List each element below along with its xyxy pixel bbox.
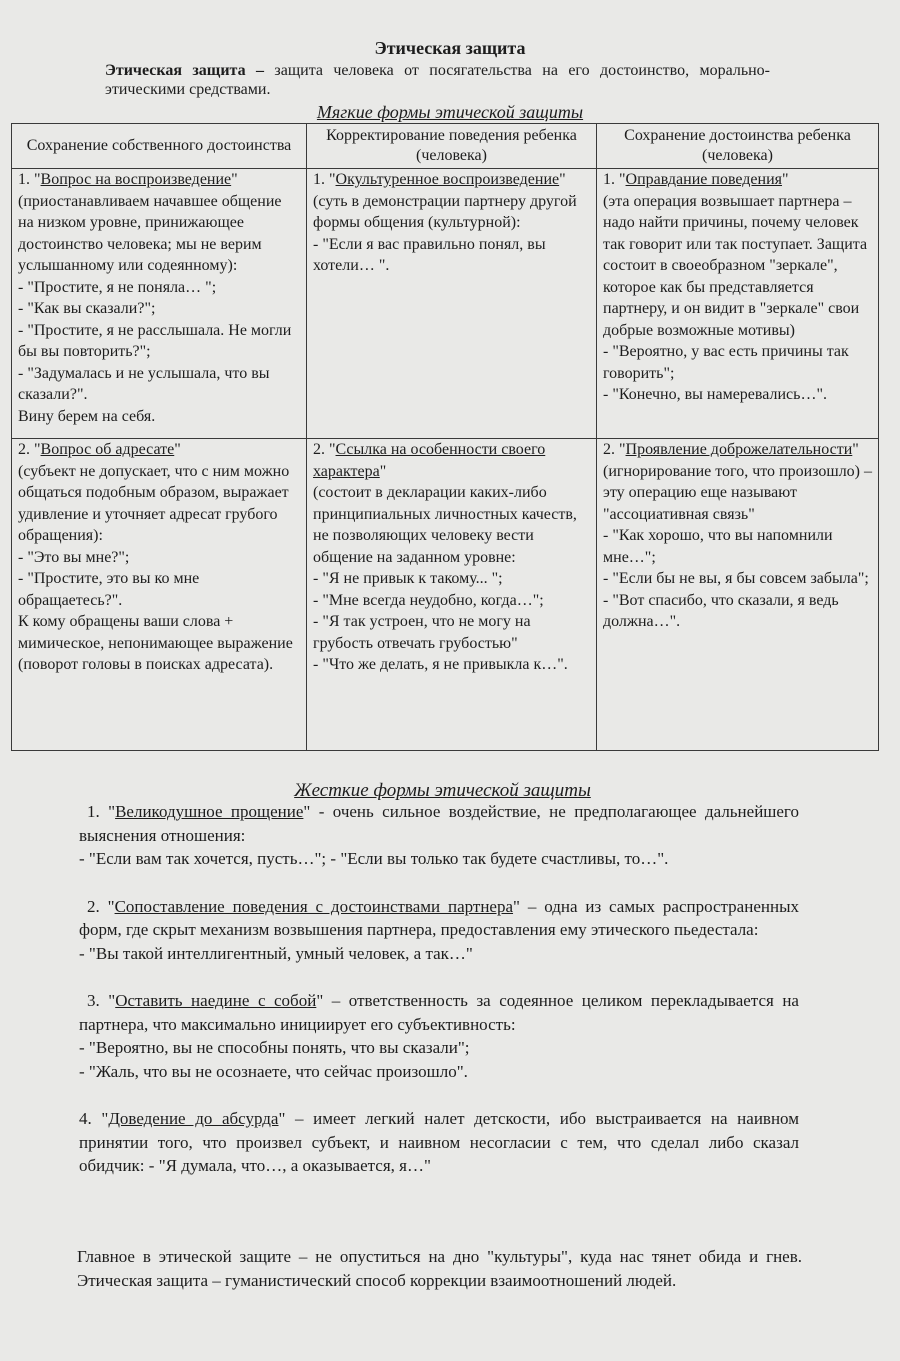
cell-line: (субъект не допускает, что с ним можно общаться подобным образом, выражает удивление и уточняет адресат грубого обращения): [18,462,290,544]
list-item [79,1107,799,1178]
cell-number: 2. " [313,441,336,458]
item-number: 2. " [87,896,115,916]
cell-line: - "Я так устроен, что не могу на грубость отвечать грубостью" [313,613,531,652]
table-cell [597,439,879,751]
item-term: Сопоставление поведения с достоинствами партнера [114,896,514,916]
definition-text: защита человека от посягательства на его достоинство, морально-этическими средствами. [105,62,771,98]
column-header: Корректирование поведения ребенка (человека) [307,124,597,169]
cell-number: 1. " [603,171,626,188]
cell-line: - "Простите, я не расслышала. Не могли бы вы повторить?"; [18,321,292,360]
list-item [79,989,799,1083]
list-item [79,800,799,871]
table-cell [307,169,597,439]
item-term: Доведение до абсурда [108,1109,279,1128]
cell-quote: " [231,171,238,188]
cell-quote: " [174,441,181,458]
cell-number: 1. " [18,171,41,188]
cell-quote: " [559,171,566,188]
cell-line: К кому обращены ваши слова + мимическое, непонимающее выражение (поворот головы в поисках адресата). [18,613,293,673]
cell-line: - "Простите, я не поняла… "; [18,278,217,296]
cell-title: Проявление доброжелательности [625,441,853,458]
cell-line: - "Конечно, вы намеревались…". [603,386,827,403]
definition-term: Этическая защита – [105,62,264,79]
item-number: 4. " [79,1109,109,1128]
item-example: - "Вероятно, вы не способны понять, что вы сказали"; [79,1038,470,1057]
cell-quote: " [782,171,789,188]
cell-line: - "Задумалась и не услышала, что вы сказали?". [18,364,270,403]
cell-number: 2. " [18,441,41,458]
item-example: - "Жаль, что вы не осознаете, что сейчас произошло". [79,1061,468,1081]
table-cell [307,439,597,751]
cell-title: Вопрос об адресате [40,441,175,458]
cell-line: - "Если бы не вы, я бы совсем забыла"; [603,570,869,587]
definition [105,61,770,99]
cell-line: Вину берем на себя. [18,407,156,425]
cell-line: (суть в демонстрации партнеру другой формы общения (культурной): [313,192,577,231]
item-description: " – имеет легкий налет детскости, ибо выстраивается на наивном принятии того, что произвел субъект, и наивном несогласии с тем, что сделал либо сказал обидчик: - "Я думала, что…, а оказывается, я…" [79,1109,799,1175]
cell-title: Вопрос на воспроизведение [40,171,232,188]
item-number: 3. " [87,991,116,1010]
soft-forms-table [11,123,879,751]
cell-quote: " [379,462,387,480]
cell-line: (приостанавливаем начавшее общение на низком уровне, принижающее достоинство человека; мы не верим услышанному или содеянному): [18,192,282,274]
cell-line: - "Как хорошо, что вы напомнили мне…"; [603,527,833,566]
table-row [12,439,879,751]
cell-line: - "Простите, это вы ко мне обращаетесь?". [18,570,200,609]
cell-quote: " [852,441,859,458]
hard-forms-list [79,800,799,1202]
column-header: Сохранение собственного достоинства [12,124,307,169]
conclusion-paragraph: Главное в этической защите – не опуститься на дно "культуры", куда нас тянет обида и гнев. Этическая защита – гуманистический способ коррекции взаимоотношений людей. [77,1247,802,1290]
cell-line: (эта операция возвышает партнера – надо найти причины, почему человек так говорит или так поступает. Защита состоит в своеобразном "зеркале", которое как бы представляется партнеру, и он видит в "зеркале" свои добрые возможные мотивы) [603,192,868,339]
cell-line: - "Как вы сказали?"; [18,300,156,317]
cell-line: (состоит в декларации каких-либо принципиальных личностных качеств, не позволяющих человеку вести общение на заданном уровне: [313,484,577,566]
cell-line: - "Вот спасибо, что сказали, я ведь должна…". [603,591,839,630]
cell-line: - "Что же делать, я не привыкла к…". [313,656,568,673]
column-header: Сохранение достоинства ребенка (человека) [597,124,879,169]
list-item [79,895,799,966]
cell-title: Оправдание поведения [625,171,783,188]
item-term: Великодушное прощение [115,802,304,821]
table-cell [597,169,879,439]
cell-line: - "Если я вас правильно понял, вы хотели… ". [313,235,546,274]
item-number: 1. " [87,802,116,821]
item-description: " - очень сильное воздействие, не предполагающее дальнейшего выяснения отношения: [79,802,799,845]
cell-line: - "Мне всегда неудобно, когда…"; [313,591,544,609]
soft-forms-heading: Мягкие формы этической защиты [316,102,584,122]
item-example: - "Вы такой интеллигентный, умный человек, а так…" [79,943,473,963]
cell-title: Ссылка на особенности своего характера [313,441,546,480]
cell-line: - "Я не привык к такому... "; [313,570,503,587]
cell-line: - "Это вы мне?"; [18,548,130,566]
item-term: Оставить наедине с собой [115,991,317,1010]
table-cell [12,439,307,751]
page-title: Этическая защита [374,38,526,58]
cell-number: 1. " [313,171,336,188]
hard-forms-heading: Жесткие формы этической защиты [294,780,591,801]
item-example: - "Если вам так хочется, пусть…"; - "Если вы только так будете счастливы, то…". [79,849,669,868]
item-description: " – одна из самых распространенных форм, где скрыт механизм возвышения партнера, предоставления ему этического пьедестала: [79,896,799,939]
table-header-row [12,124,879,169]
table-row [12,169,879,439]
cell-line: - "Вероятно, у вас есть причины так говорить"; [603,343,849,382]
cell-line: (игнорирование того, что произошло) – эту операцию еще называют "ассоциативная связь" [603,462,873,523]
item-description: " – ответственность за содеянное целиком перекладывается на партнера, что максимально инициирует его субъективность: [79,991,799,1034]
cell-title: Окультуренное воспроизведение [335,171,560,188]
cell-number: 2. " [603,441,626,458]
table-cell [12,169,307,439]
